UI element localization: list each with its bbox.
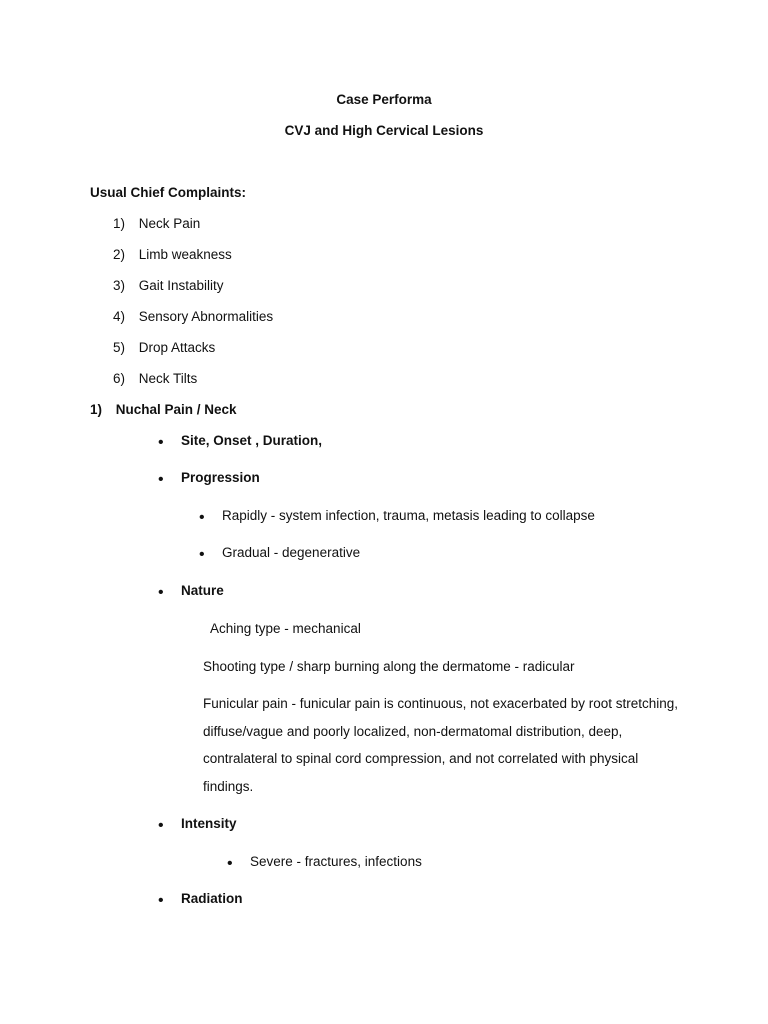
intensity-label: Intensity bbox=[181, 816, 237, 831]
nature-shooting: Shooting type / sharp burning along the dermatome - radicular bbox=[203, 659, 575, 674]
list-item bbox=[113, 309, 273, 324]
section-heading bbox=[90, 402, 237, 417]
complaints-heading: Usual Chief Complaints: bbox=[90, 185, 247, 200]
list-item-number: 4) bbox=[113, 309, 126, 324]
bullet-icon: • bbox=[199, 509, 205, 526]
bullet-icon: • bbox=[158, 892, 164, 909]
progression-rapid: Rapidly - system infection, trauma, metasis leading to collapse bbox=[222, 508, 595, 523]
list-item-number: 3) bbox=[113, 278, 126, 293]
bullet-icon: • bbox=[158, 434, 164, 451]
list-item-text: Neck Tilts bbox=[138, 371, 198, 386]
nature-aching: Aching type - mechanical bbox=[210, 621, 361, 636]
list-item bbox=[113, 371, 197, 386]
list-item-text: Sensory Abnormalities bbox=[138, 309, 274, 324]
bullet-icon: • bbox=[227, 855, 233, 872]
list-item bbox=[113, 340, 215, 355]
radiation-label: Radiation bbox=[181, 891, 243, 906]
list-item bbox=[113, 216, 200, 231]
list-item-text: Gait Instability bbox=[138, 278, 224, 293]
list-item-number: 5) bbox=[113, 340, 126, 355]
page-title: Case Performa bbox=[336, 92, 432, 107]
nature-label: Nature bbox=[181, 583, 224, 598]
intensity-severe: Severe - fractures, infections bbox=[250, 854, 422, 869]
progression-label: Progression bbox=[181, 470, 260, 485]
list-item bbox=[113, 278, 224, 293]
list-item-text: Neck Pain bbox=[138, 216, 201, 231]
list-item-number: 1) bbox=[113, 216, 126, 231]
list-item-number: 6) bbox=[113, 371, 126, 386]
section-number: 1) bbox=[90, 402, 103, 417]
list-item bbox=[113, 247, 232, 262]
site-onset-label: Site, Onset , Duration, bbox=[181, 433, 323, 448]
bullet-icon: • bbox=[199, 546, 205, 563]
list-item-number: 2) bbox=[113, 247, 126, 262]
page-subtitle: CVJ and High Cervical Lesions bbox=[284, 123, 484, 138]
section-title: Nuchal Pain / Neck bbox=[115, 402, 237, 417]
bullet-icon: • bbox=[158, 817, 164, 834]
bullet-icon: • bbox=[158, 584, 164, 601]
progression-gradual: Gradual - degenerative bbox=[222, 545, 361, 560]
nature-funicular: Funicular pain - funicular pain is continuous, not exacerbated by root stretching, diffuse/vague and poorly localized, non-dermatomal distribution, deep, contralateral to spinal cord compression, and not correlated with physical findings. bbox=[203, 696, 679, 794]
list-item-text: Limb weakness bbox=[138, 247, 232, 262]
bullet-icon: • bbox=[158, 471, 164, 488]
list-item-text: Drop Attacks bbox=[138, 340, 216, 355]
